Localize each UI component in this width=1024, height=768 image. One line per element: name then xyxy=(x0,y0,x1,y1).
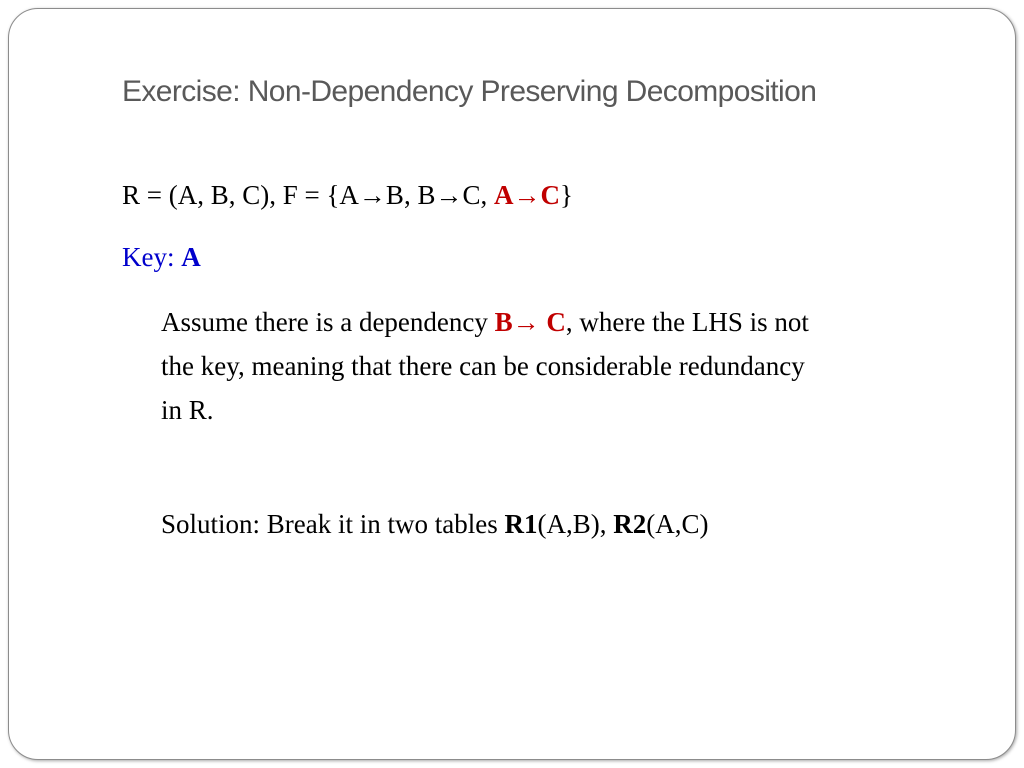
key-label: Key: xyxy=(122,242,182,272)
slide-frame xyxy=(8,8,1016,760)
assumption-text-cont: , where the LHS is not xyxy=(565,307,809,337)
dependency-highlight-a-to-c: A→C xyxy=(493,180,560,210)
table-r1-name: R1 xyxy=(504,509,538,539)
assumption-line-1 xyxy=(161,300,981,344)
table-r2-attrs: (A,C) xyxy=(646,509,709,539)
assumption-paragraph xyxy=(161,300,981,432)
solution-line xyxy=(161,509,708,540)
key-value: A xyxy=(181,242,201,272)
assumption-text: Assume there is a dependency xyxy=(161,307,495,337)
slide-title: Exercise: Non-Dependency Preserving Decomposition xyxy=(122,75,817,108)
dependency-highlight-b-to-c: B→ C xyxy=(494,307,566,337)
relation-closing-brace: } xyxy=(559,180,573,210)
assumption-line-2: the key, meaning that there can be considerable redundancy xyxy=(161,351,805,381)
solution-text: Solution: Break it in two tables xyxy=(161,509,505,539)
assumption-line-3: in R. xyxy=(161,395,214,425)
table-r2-name: R2 xyxy=(613,509,647,539)
table-r1-attrs: (A,B), xyxy=(537,509,614,539)
relation-text: R = (A, B, C), F = {A→B, B→C, xyxy=(122,180,494,210)
relation-definition xyxy=(122,180,573,211)
key-line xyxy=(122,242,201,273)
